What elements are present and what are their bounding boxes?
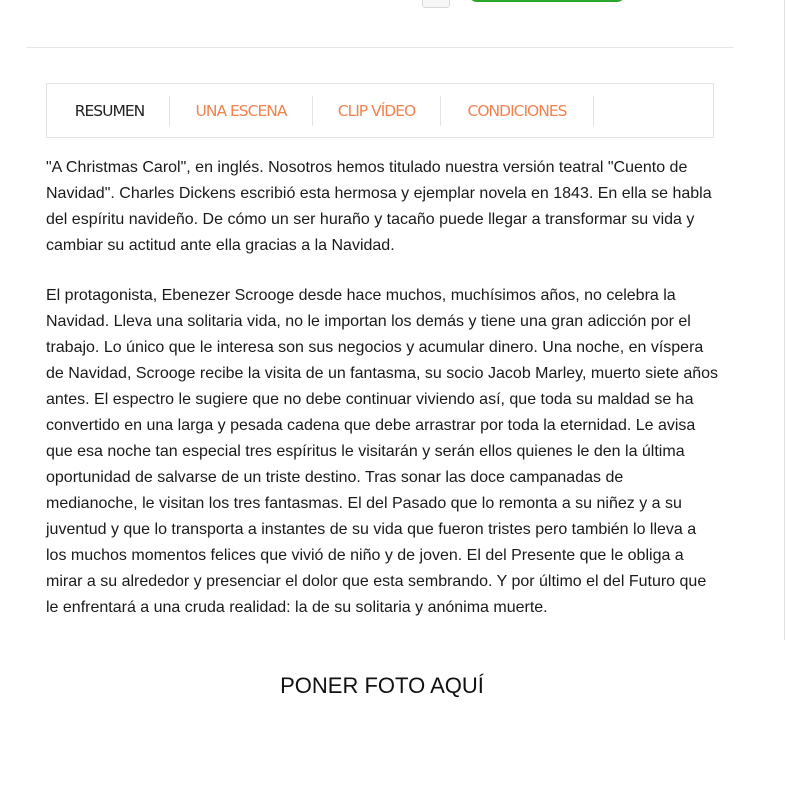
tab-condiciones[interactable]: CONDICIONES	[441, 96, 594, 126]
photo-placeholder-text: PONER FOTO AQUÍ	[280, 673, 484, 698]
summary-paragraph-1: "A Christmas Carol", en inglés. Nosotros hemos titulado nuestra versión teatral "Cuento de Navidad". Charles Dickens escribió esta hermosa y ejemplar novela en 1843. En ella se habla del espíritu navideño. De cómo un ser huraño y tacaño puede llegar a transformar su vida y cambiar su actitud ante ella gracias a la Navidad.	[46, 159, 712, 254]
summary-paragraph-2: El protagonista, Ebenezer Scrooge desde hace muchos, muchísimos años, no celebra la Navidad. Lleva una solitaria vida, no le importan los demás y tiene una gran adicción por el trabajo. Lo único que le interesa son sus negocios y acumular dinero. Una noche, en víspera de Navidad, Scrooge recibe la visita de un fantasma, su socio Jacob Marley, muerto siete años antes. El espectro le sugiere que no debe continuar viviendo así, que toda su maldad se ha convertido en una larga y pesada cadena que debe arrastrar por toda la eternidad. Le avisa que esa noche tan especial tres espíritus le visitarán y serán ellos quienes le den la última oportunidad de salvarse de un triste destino. Tras sonar las doce campanadas de medianoche, le visitan los tres fantasmas. El del Pasado que lo remonta a su niñez y a su juventud y que lo transporta a instantes de su vida que fueron tristes pero también lo lleva a los muchos momentos felices que vivió de niño y de joven. El del Presente que le obliga a mirar a su alrededor y presenciar el dolor que esta sembrando. Y por último el del Futuro que le enfrentará a una cruda realidad: la de su solitaria y anónima muerte.	[46, 287, 719, 616]
add-to-cart-button[interactable]	[469, 0, 625, 2]
right-edge-divider	[784, 0, 785, 640]
product-tabs	[46, 83, 714, 138]
tab-resumen[interactable]: RESUMEN	[50, 96, 170, 126]
quantity-stepper[interactable]	[422, 0, 450, 8]
section-divider	[26, 47, 734, 48]
tab-una-escena[interactable]: UNA ESCENA	[170, 96, 313, 126]
summary-content	[46, 155, 722, 645]
tab-clip-video[interactable]: CLIP VÍDEO	[313, 96, 441, 126]
